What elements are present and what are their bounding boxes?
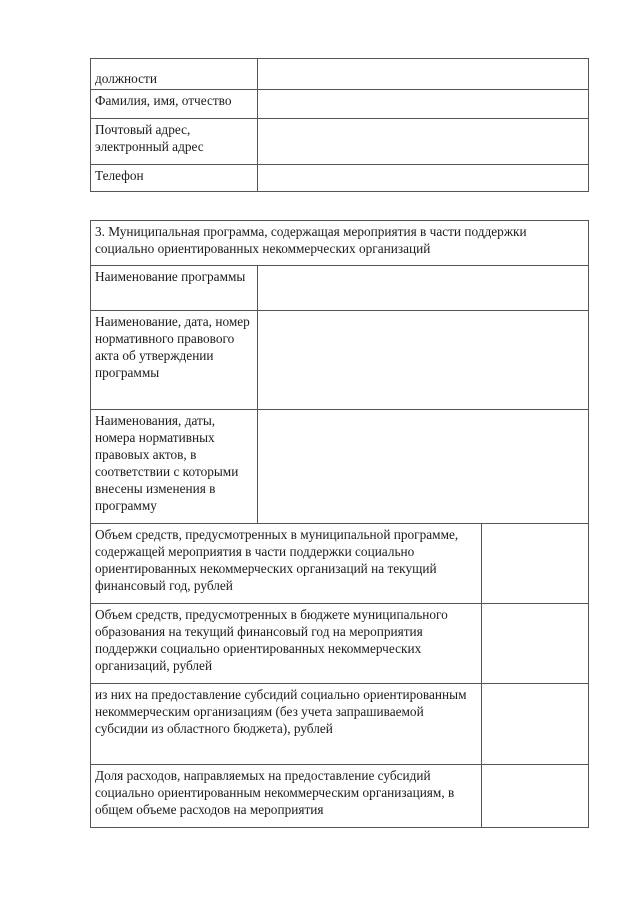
table-row	[91, 119, 589, 165]
program-table	[90, 220, 589, 828]
table-row	[91, 684, 589, 765]
row-label	[91, 604, 482, 684]
label-text: Телефон	[95, 168, 144, 183]
section-header-row	[91, 221, 589, 266]
label-text: Доля расходов, направляемых на предоставление субсидий социально ориентированным некоммерческим организациям, в общем объеме расходов на мероприятия	[95, 768, 455, 817]
table-row	[91, 90, 589, 119]
label-text: Наименования, даты, номера нормативных правовых актов, в соответствии с которыми внесены изменения в программу	[95, 413, 239, 513]
value-cell[interactable]	[482, 765, 589, 828]
label-text: Наименование, дата, номер нормативного правового акта об утверждении программы	[95, 314, 250, 380]
value-cell[interactable]	[258, 311, 589, 410]
row-label	[91, 266, 258, 311]
row-label	[91, 684, 482, 765]
value-cell[interactable]	[258, 119, 589, 165]
row-label	[91, 311, 258, 410]
table-row	[91, 311, 589, 410]
value-cell[interactable]	[482, 604, 589, 684]
label-text: из них на предоставление субсидий социально ориентированным некоммерческим организациям (без учета запрашиваемой субсидии из областного бюджета), рублей	[95, 687, 467, 736]
row-label	[91, 765, 482, 828]
table-row	[91, 765, 589, 828]
label-text: должности	[95, 71, 157, 86]
contact-table	[90, 58, 589, 192]
value-cell[interactable]	[258, 165, 589, 192]
row-label	[91, 410, 258, 524]
label-text: Почтовый адрес, электронный адрес	[95, 122, 204, 154]
label-text: Объем средств, предусмотренных в муниципальной программе, содержащей мероприятия в части поддержки социально ориентированных некоммерческих организаций на текущий финансовый год, рублей	[95, 527, 459, 593]
section-title: 3. Муниципальная программа, содержащая мероприятия в части поддержки социально ориентированных некоммерческих организаций	[95, 224, 527, 256]
table-row	[91, 59, 589, 90]
table-row	[91, 524, 589, 604]
section-header	[91, 221, 589, 266]
value-cell[interactable]	[482, 684, 589, 765]
table-row	[91, 266, 589, 311]
value-cell[interactable]	[258, 410, 589, 524]
label-text: Фамилия, имя, отчество	[95, 93, 232, 108]
value-cell[interactable]	[258, 59, 589, 90]
row-label	[91, 165, 258, 192]
table-row	[91, 165, 589, 192]
value-cell[interactable]	[258, 266, 589, 311]
table-row	[91, 410, 589, 524]
value-cell[interactable]	[482, 524, 589, 604]
row-label	[91, 59, 258, 90]
row-label	[91, 524, 482, 604]
value-cell[interactable]	[258, 90, 589, 119]
row-label	[91, 119, 258, 165]
label-text: Наименование программы	[95, 269, 246, 284]
label-text: Объем средств, предусмотренных в бюджете муниципального образования на текущий финансовый год на мероприятия поддержки социально ориентированных некоммерческих организаций, рублей	[95, 607, 448, 673]
row-label	[91, 90, 258, 119]
table-row	[91, 604, 589, 684]
